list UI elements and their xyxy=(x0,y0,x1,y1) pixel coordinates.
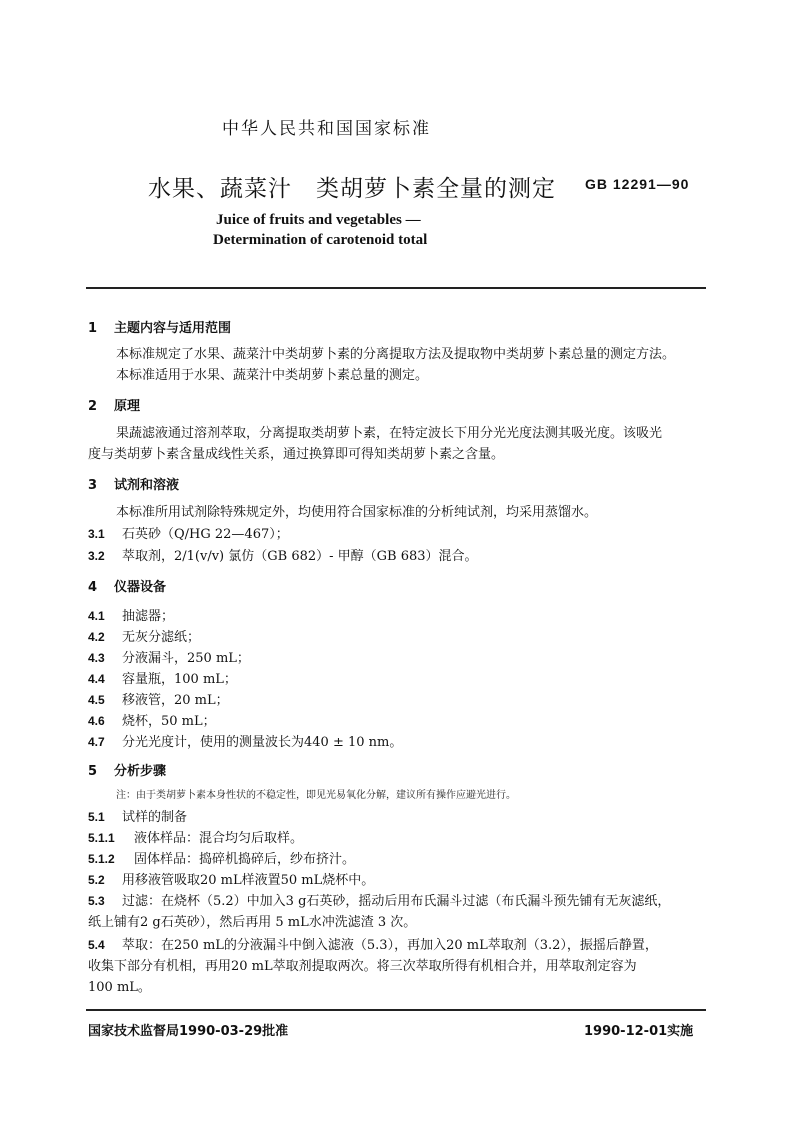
section-4-heading xyxy=(88,576,166,595)
subsection-5-4-cont1: 收集下部分有机相，再用20 mL萃取剂提取两次。将三次萃取所得有机相合并，用萃取剂定容为 xyxy=(88,959,637,974)
item-text: 固体样品：捣碎机捣碎后，纱布挤汁。 xyxy=(134,852,356,867)
list-item-4-5 xyxy=(88,689,229,708)
item-number: 5.1 xyxy=(88,810,105,824)
item-text: 分液漏斗，250 mL； xyxy=(122,651,250,666)
item-text: 萃取剂，2/1(v/v) 氯仿（GB 682）- 甲醇（GB 683）混合。 xyxy=(122,549,478,564)
item-text: 分光光度计，使用的测量波长为440 ± 10 nm。 xyxy=(122,735,403,750)
list-item-3-1 xyxy=(88,523,289,542)
section-number: 5 xyxy=(88,764,98,779)
section-1-para1: 本标准规定了水果、蔬菜汁中类胡萝卜素的分离提取方法及提取物中类胡萝卜素总量的测定方法。 xyxy=(116,347,676,362)
subsection-5-3 xyxy=(88,890,670,909)
item-number: 4.4 xyxy=(88,672,105,686)
section-number: 2 xyxy=(88,399,98,414)
section-2-para-line1: 果蔬滤液通过溶剂萃取，分离提取类胡萝卜素，在特定波长下用分光光度法测其吸光度。该吸光 xyxy=(116,426,663,441)
footer-divider xyxy=(86,1009,706,1011)
section-5-heading xyxy=(88,760,166,779)
section-title: 分析步骤 xyxy=(114,764,167,779)
section-2-heading xyxy=(88,395,140,414)
item-number: 4.6 xyxy=(88,714,105,728)
list-item-3-2 xyxy=(88,545,478,564)
section-title: 试剂和溶液 xyxy=(114,478,180,493)
subsection-5-1-2 xyxy=(88,848,355,867)
list-item-4-4 xyxy=(88,668,237,687)
english-title-line2: Determination of carotenoid total xyxy=(213,232,428,248)
item-number: 5.1.2 xyxy=(88,852,115,866)
item-number: 5.2 xyxy=(88,873,105,887)
list-item-4-3 xyxy=(88,647,250,666)
item-text: 萃取：在250 mL的分液漏斗中倒入滤液（5.3），再加入20 mL萃取剂（3.2），振摇后静置， xyxy=(122,938,658,953)
section-3-heading xyxy=(88,474,179,493)
item-number: 4.7 xyxy=(88,735,105,749)
section-title: 仪器设备 xyxy=(114,580,167,595)
item-number: 4.5 xyxy=(88,693,105,707)
section-number: 1 xyxy=(88,321,98,336)
item-text: 过滤：在烧杯（5.2）中加入3 g石英砂，摇动后用布氏漏斗过滤（布氏漏斗预先铺有无灰滤纸， xyxy=(122,894,671,909)
item-number: 4.1 xyxy=(88,609,105,623)
list-item-4-7 xyxy=(88,731,402,750)
section-2-para-line2: 度与类胡萝卜素含量成线性关系，通过换算即可得知类胡萝卜素之含量。 xyxy=(88,447,505,462)
item-text: 无灰分滤纸； xyxy=(122,630,201,645)
header-divider xyxy=(86,287,706,289)
title-part2: 类胡萝卜素全量的测定 xyxy=(316,176,556,202)
item-text: 烧杯，50 mL； xyxy=(122,714,216,729)
list-item-4-1 xyxy=(88,605,174,624)
subsection-5-2 xyxy=(88,869,374,888)
list-item-4-2 xyxy=(88,626,200,645)
item-text: 移液管，20 mL； xyxy=(122,693,229,708)
subsection-5-1 xyxy=(88,806,187,825)
issuing-authority: 中华人民共和国国家标准 xyxy=(222,119,431,139)
subsection-5-3-cont: 纸上铺有2 g石英砂），然后再用 5 mL水冲洗滤渣 3 次。 xyxy=(88,915,417,930)
item-number: 3.1 xyxy=(88,527,105,541)
section-number: 3 xyxy=(88,478,98,493)
item-number: 5.1.1 xyxy=(88,831,115,845)
approval-date: 国家技术监督局1990-03-29批准 xyxy=(88,1024,289,1039)
item-text: 抽滤器； xyxy=(122,609,175,624)
subsection-5-4-cont2: 100 mL。 xyxy=(88,980,151,995)
section-1-para2: 本标准适用于水果、蔬菜汁中类胡萝卜素总量的测定。 xyxy=(116,368,429,383)
item-number: 5.3 xyxy=(88,894,105,908)
section-number: 4 xyxy=(88,580,98,595)
item-text: 用移液管吸取20 mL样液置50 mL烧杯中。 xyxy=(122,873,375,888)
subsection-5-1-1 xyxy=(88,827,303,846)
item-number: 4.3 xyxy=(88,651,105,665)
section-title: 原理 xyxy=(114,399,141,414)
standard-number: GB 12291—90 xyxy=(585,176,690,192)
title-part1: 水果、蔬菜汁 xyxy=(148,176,292,202)
section-title: 主题内容与适用范围 xyxy=(114,321,232,336)
section-1-heading xyxy=(88,317,231,336)
document-title xyxy=(148,170,556,203)
item-number: 3.2 xyxy=(88,549,105,563)
english-title-line1: Juice of fruits and vegetables — xyxy=(216,212,421,228)
item-text: 石英砂（Q/HG 22—467）； xyxy=(122,527,289,542)
item-text: 试样的制备 xyxy=(122,810,188,825)
item-text: 液体样品：混合均匀后取样。 xyxy=(134,831,304,846)
item-number: 5.4 xyxy=(88,938,105,952)
item-text: 容量瓶，100 mL； xyxy=(122,672,237,687)
section-5-note: 注：由于类胡萝卜素本身性状的不稳定性，即见光易氧化分解，建议所有操作应避光进行。 xyxy=(116,790,516,801)
implementation-date: 1990-12-01实施 xyxy=(584,1024,694,1039)
item-number: 4.2 xyxy=(88,630,105,644)
section-3-para: 本标准所用试剂除特殊规定外，均使用符合国家标准的分析纯试剂，均采用蒸馏水。 xyxy=(116,505,598,520)
subsection-5-4 xyxy=(88,934,658,953)
list-item-4-6 xyxy=(88,710,216,729)
